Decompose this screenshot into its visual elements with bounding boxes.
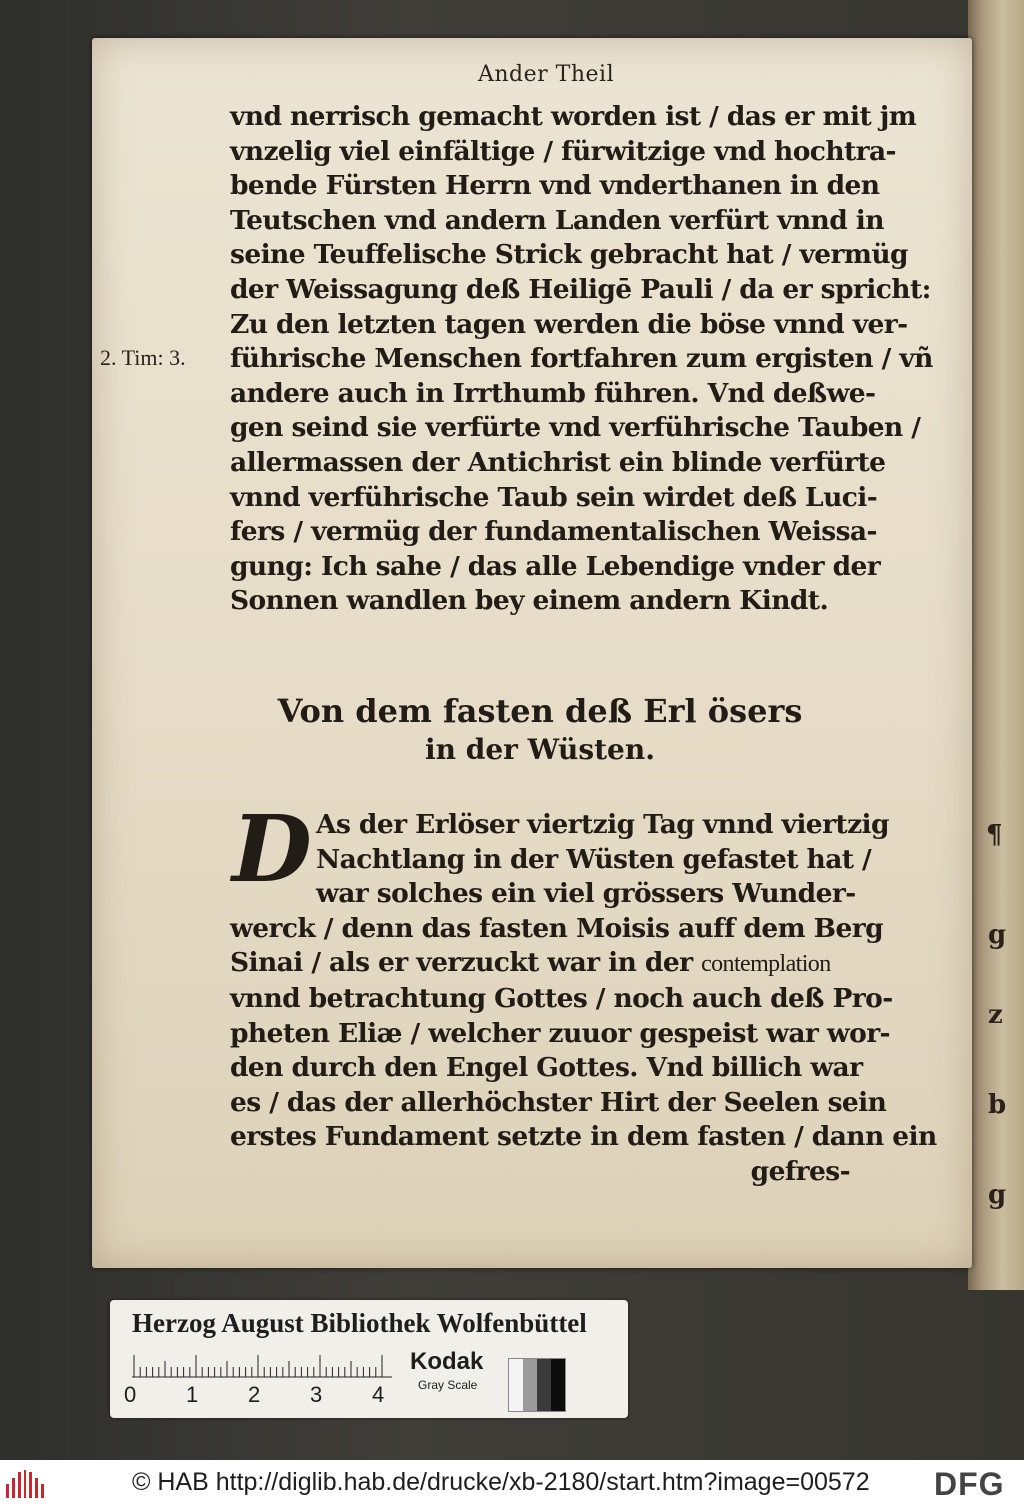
text-line: bende Fürsten Herrn vnd vnderthanen in den <box>230 170 880 202</box>
text-line: vnnd verführische Taub sein wirdet deß Luci- <box>230 481 878 513</box>
text-line: der Weissagung deß Heiligē Pauli / da er spricht: <box>230 273 931 305</box>
text-line: vnzelig viel einfältige / fürwitzige vnd hochtra- <box>230 135 896 167</box>
text-line: werck / denn das fasten Moisis auff dem Berg <box>230 912 884 944</box>
text-line: gen seind sie verfürte vnd verführische Tauben / <box>230 412 921 444</box>
color-reference-card <box>110 1300 628 1418</box>
binding-mark: g <box>988 1180 1007 1210</box>
gray-swatch <box>537 1359 551 1411</box>
paragraph-1 <box>230 100 933 619</box>
gray-swatch <box>509 1359 523 1411</box>
gray-swatch <box>523 1359 537 1411</box>
gray-swatch <box>551 1359 565 1411</box>
section-heading <box>230 690 850 768</box>
binding-mark: ¶ <box>986 820 1003 850</box>
text-line: fers / vermüg der fundamentalischen Weissa- <box>230 516 877 548</box>
heading-line-1: Von dem fasten deß Erl ösers <box>277 692 803 730</box>
text-line: pheten Eliæ / welcher zuuor gespeist war wor- <box>230 1017 890 1049</box>
footer-bar <box>0 1460 1024 1508</box>
hab-logo-icon <box>6 1470 44 1498</box>
drop-cap: D <box>232 795 312 903</box>
gray-scale-label: Gray Scale <box>418 1378 478 1392</box>
text-line: gung: Ich sahe / das alle Lebendige vnder der <box>230 550 881 582</box>
kodak-label: Kodak <box>410 1348 484 1375</box>
ruler-number: 0 <box>124 1382 137 1407</box>
ruler-number: 3 <box>310 1382 323 1407</box>
footer-copyright-link[interactable]: © HAB http://diglib.hab.de/drucke/xb-2180/start.htm?image=00572 <box>132 1468 870 1496</box>
ruler-number: 2 <box>248 1382 261 1407</box>
catchword: gefres- <box>750 1155 850 1187</box>
paragraph-2 <box>230 795 937 1190</box>
text-segment: Sinai / als er verzuckt war in der <box>230 947 693 979</box>
text-line <box>230 946 850 982</box>
latin-word: contemplation <box>701 951 831 978</box>
text-line: vnnd betrachtung Gottes / noch auch deß Pro- <box>230 982 893 1014</box>
heading-line-2: in der Wüsten. <box>425 733 655 766</box>
text-line: allermassen der Antichrist ein blinde verfürte <box>230 446 886 478</box>
adjacent-page-edge <box>968 0 1024 1290</box>
text-line: As der Erlöser viertzig Tag vnnd viertzig <box>316 809 889 840</box>
text-line: vnd nerrisch gemacht worden ist / das er mit jm <box>230 101 917 132</box>
text-line: andere auch in Irrthumb führen. Vnd deßwe- <box>230 377 876 409</box>
ruler-scale <box>132 1348 392 1378</box>
text-line: führische Menschen fortfahren zum ergisten / vñ <box>230 343 933 375</box>
ruler-number: 1 <box>186 1382 199 1407</box>
binding-mark: g <box>988 920 1007 950</box>
text-line: Teutschen vnd andern Landen verfürt vnnd in <box>230 204 884 236</box>
ruler-number: 4 <box>372 1382 385 1407</box>
text-line: erstes Fundament setzte in dem fasten / dann ein <box>230 1121 937 1153</box>
text-line: Nachtlang in der Wüsten gefastet hat / <box>316 843 872 875</box>
binding-mark: z <box>988 1000 1003 1030</box>
gray-swatches <box>508 1358 566 1412</box>
text-line: Zu den letzten tagen werden die böse vnnd ver- <box>230 308 908 340</box>
binding-mark: b <box>988 1090 1007 1120</box>
ruler-numbers <box>124 1382 404 1410</box>
text-line: es / das der allerhöchster Hirt der Seelen sein <box>230 1086 887 1118</box>
text-line: war solches ein viel grössers Wunder- <box>316 878 856 910</box>
margin-note: 2. Tim: 3. <box>100 345 186 370</box>
dfg-logo: DFG <box>934 1466 1005 1502</box>
running-head: Ander Theil <box>478 62 615 87</box>
library-name: Herzog August Bibliothek Wolfenbüttel <box>132 1308 587 1338</box>
text-line: Sonnen wandlen bey einem andern Kindt. <box>230 585 829 617</box>
text-line: seine Teuffelische Strick gebracht hat / vermüg <box>230 239 908 271</box>
text-line: den durch den Engel Gottes. Vnd billich war <box>230 1052 863 1084</box>
